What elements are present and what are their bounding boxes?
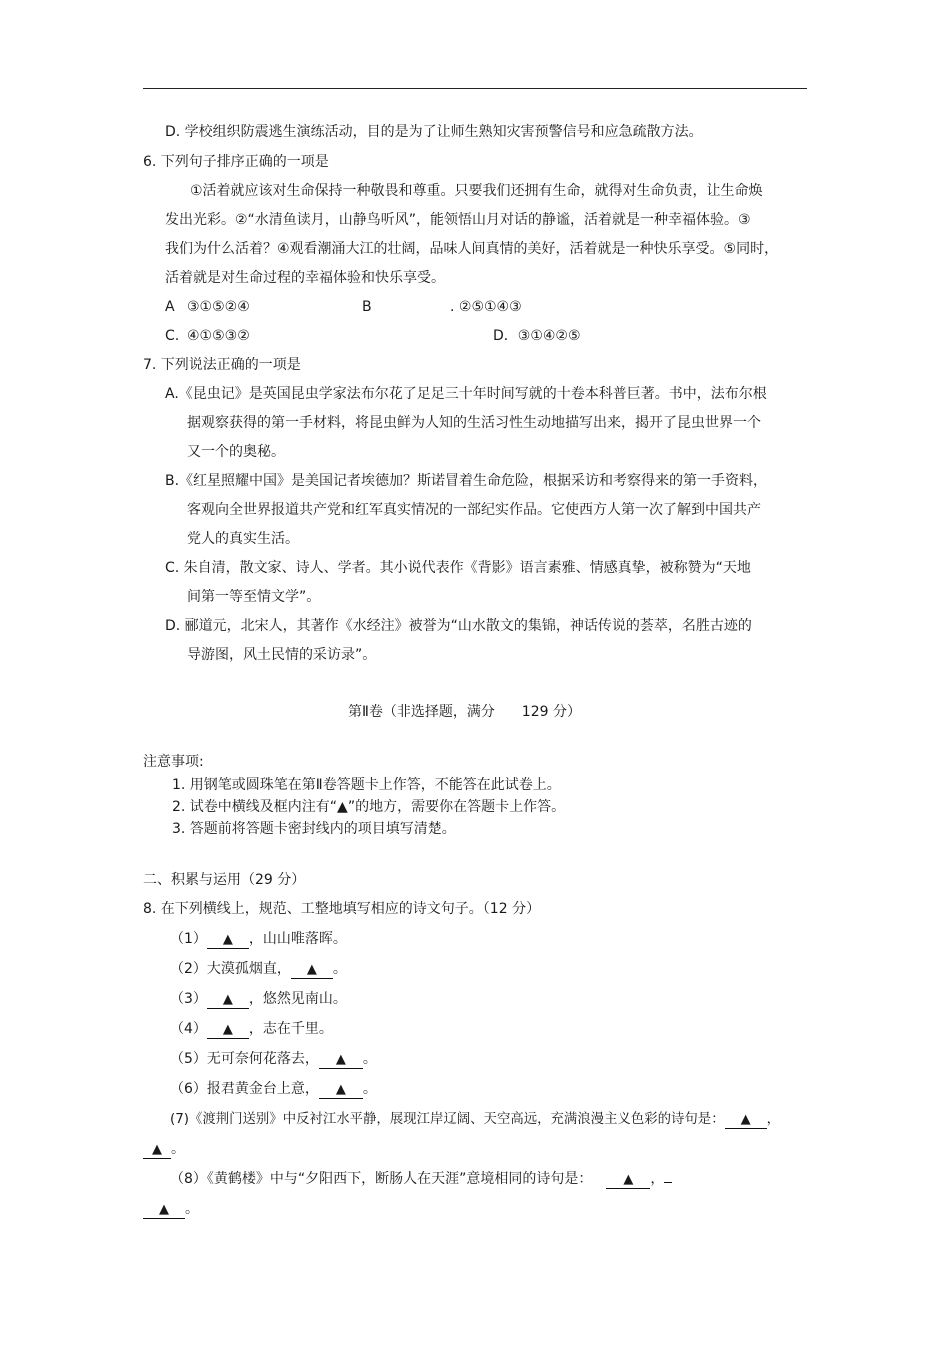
part2-title: 二、积累与运用（29 分） [143, 872, 306, 888]
triangle-mark: ▲ [159, 1202, 169, 1217]
triangle-mark: ▲ [335, 1082, 346, 1097]
punctuation: 。 [185, 1201, 199, 1217]
q8-item-1 [170, 929, 347, 949]
q5-option-d: D. 学校组织防震逃生演练活动，目的是为了让师生熟知灾害预警信号和应急疏散方法。 [165, 124, 703, 140]
q8-item-8 [170, 1169, 672, 1189]
q6-option-c-label: C. [165, 328, 180, 344]
answer-blank [207, 1021, 249, 1039]
triangle-mark: ▲ [740, 1112, 751, 1127]
punctuation: 。 [171, 1141, 185, 1157]
item-number: （5） [170, 1051, 207, 1067]
q8-item-6 [170, 1079, 377, 1099]
answer-blank [143, 1201, 185, 1219]
note-item: 2. 试卷中横线及框内注有“▲”的地方，需要你在答题卡上作答。 [172, 799, 566, 815]
answer-blank [143, 1141, 171, 1159]
q8-item-7-cont [143, 1139, 185, 1159]
triangle-mark: ▲ [222, 1022, 233, 1037]
answer-blank [291, 961, 333, 979]
answer-blank [207, 991, 249, 1009]
punctuation: ， [766, 1112, 780, 1127]
poem-text: ，悠然见南山。 [248, 991, 347, 1007]
section2-title [348, 702, 581, 722]
triangle-mark: ▲ [222, 992, 233, 1007]
q6-option-a-text: ③①⑤②④ [187, 299, 250, 315]
answer-blank [319, 1081, 363, 1099]
poem-text: 。 [362, 1081, 377, 1097]
answer-blank [319, 1051, 363, 1069]
notes-title: 注意事项: [143, 754, 204, 770]
q6-passage-line: 我们为什么活着？④观看潮涌大江的壮阔，品味人间真情的美好，活着就是一种快乐享受。⑤同时， [165, 241, 779, 257]
poem-text: 无可奈何花落去， [206, 1051, 319, 1067]
q6-option-b-text: . ②⑤①④③ [450, 299, 522, 315]
section2-title-text: 第Ⅱ卷（非选择题，满分 [348, 704, 495, 720]
q8-item-3 [170, 989, 347, 1009]
q8-item-4 [170, 1019, 333, 1039]
q7-option-a: A.《昆虫记》是英国昆虫学家法布尔花了足足三十年时间写就的十卷本科普巨著。书中，法布尔根 [165, 386, 767, 402]
q7-option-b: B.《红星照耀中国》是美国记者埃德加？斯诺冒着生命危险，根据采访和考察得来的第一手资料， [165, 473, 768, 489]
q8-item-7 [170, 1110, 780, 1130]
section2-score: 129 分） [521, 704, 581, 720]
q7-option-b-cont: 党人的真实生活。 [187, 531, 299, 547]
q6-stem: 6. 下列句子排序正确的一项是 [143, 154, 329, 170]
answer-blank [725, 1112, 767, 1129]
item-number: （2） [170, 961, 207, 977]
q8-item-5 [170, 1049, 377, 1069]
q8-stem: 8. 在下列横线上，规范、工整地填写相应的诗文句子。（12 分） [143, 901, 541, 917]
q7-option-b-cont: 客观向全世界报道共产党和红军真实情况的一部纪实作品。它使西方人第一次了解到中国共产 [187, 502, 761, 518]
triangle-mark: ▲ [335, 1052, 346, 1067]
q7-option-d-cont: 导游图，风土民情的采访录”。 [187, 647, 377, 663]
poem-text: ，山山唯落晖。 [248, 931, 347, 947]
poem-text: 。 [332, 961, 347, 977]
triangle-mark: ▲ [306, 962, 317, 977]
triangle-mark: ▲ [152, 1142, 162, 1157]
answer-blank [606, 1171, 650, 1189]
q6-option-c-text: ④①⑤③② [187, 328, 250, 344]
item-number: （6） [170, 1081, 207, 1097]
q6-passage-line: 活着就是对生命过程的幸福体验和快乐享受。 [165, 270, 445, 286]
poem-text: ，志在千里。 [248, 1021, 333, 1037]
answer-blank-start [664, 1182, 672, 1183]
triangle-mark: ▲ [222, 932, 233, 947]
q8-item-2 [170, 959, 347, 979]
q6-option-b-label: B [362, 299, 372, 315]
q6-passage-line: ①活着就应该对生命保持一种敬畏和尊重。只要我们还拥有生命，就得对生命负责，让生命焕 [190, 183, 763, 199]
q7-option-a-cont: 据观察获得的第一手材料，将昆虫鲜为人知的生活习性生动地描写出来，揭开了昆虫世界一个 [187, 415, 761, 431]
question-text: （8）《黄鹤楼》中与“夕阳西下，断肠人在天涯”意境相同的诗句是： [170, 1171, 593, 1187]
item-number: （4） [170, 1021, 207, 1037]
q7-option-a-cont: 又一个的奥秘。 [187, 444, 285, 460]
triangle-mark: ▲ [623, 1172, 634, 1187]
q7-option-c: C. 朱自清，散文家、诗人、学者。其小说代表作《背影》语言素雅、情感真挚，被称赞为“天地 [165, 560, 751, 576]
note-item: 1. 用钢笔或圆珠笔在第Ⅱ卷答题卡上作答，不能答在此试卷上。 [172, 777, 561, 793]
q7-option-d: D. 郦道元，北宋人，其著作《水经注》被誉为“山水散文的集锦，神话传说的荟萃，名胜古迹的 [165, 618, 752, 634]
q6-passage-line: 发出光彩。②“水清鱼读月，山静鸟听风”，能领悟山月对话的静谧，活着就是一种幸福体验。③ [165, 212, 751, 228]
poem-text: 报君黄金台上意， [206, 1081, 319, 1097]
item-number: （3） [170, 991, 207, 1007]
note-item: 3. 答题前将答题卡密封线内的项目填写清楚。 [172, 821, 456, 837]
punctuation: ， [650, 1171, 665, 1187]
header-rule [143, 88, 807, 89]
q8-item-8-cont [143, 1199, 199, 1219]
item-number: （1） [170, 931, 207, 947]
q6-option-a-label: A [165, 299, 175, 315]
poem-text: 大漠孤烟直， [206, 961, 291, 977]
q7-option-c-cont: 间第一等至情文学”。 [187, 589, 321, 605]
q7-stem: 7. 下列说法正确的一项是 [143, 357, 301, 373]
poem-text: 。 [362, 1051, 377, 1067]
question-text: (7)《渡荆门送别》中反衬江水平静，展现江岸辽阔、天空高远，充满浪漫主义色彩的诗句是： [170, 1112, 725, 1127]
q6-option-d: D．③①④②⑤ [493, 328, 581, 344]
answer-blank [207, 931, 249, 949]
